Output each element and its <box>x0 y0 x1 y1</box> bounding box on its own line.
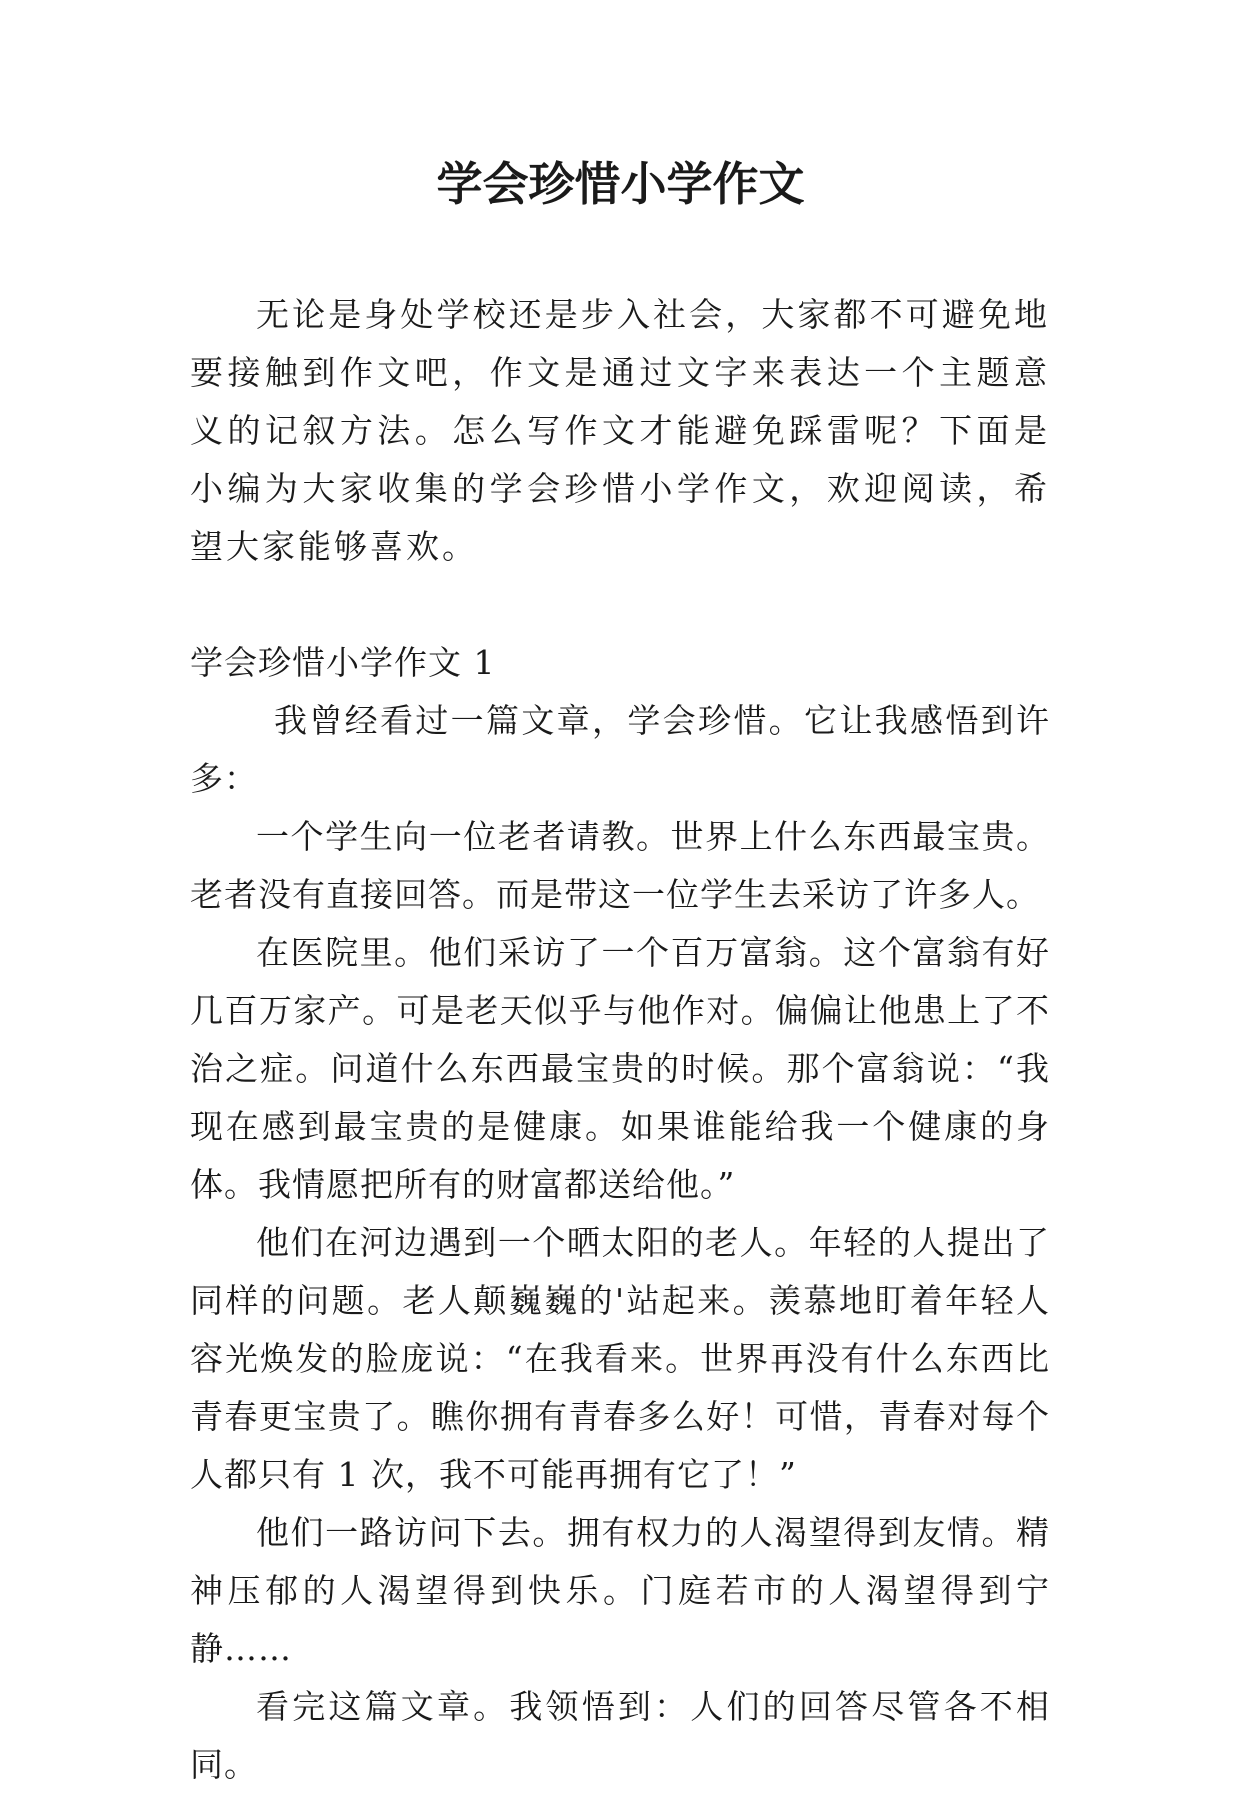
section-heading: 学会珍惜小学作文 1 <box>190 643 496 682</box>
body-paragraph-2: 一个学生向一位老者请教。世界上什么东西最宝贵。老者没有直接回答。而是带这一位学生去采访了许多人。 <box>190 817 1050 914</box>
document-title: 学会珍惜小学作文 <box>436 157 805 211</box>
body-paragraph-6: 看完这篇文章。我领悟到：人们的回答尽管各不相同。 <box>190 1687 1050 1784</box>
document-body <box>190 286 1050 1794</box>
body-paragraph-4: 他们在河边遇到一个晒太阳的老人。年轻的人提出了同样的问题。老人颠巍巍的'站起来。羡慕地盯着年轻人容光焕发的脸庞说：“在我看来。世界再没有什么东西比青春更宝贵了。瞧你拥有青春多么好！可惜，青春对每个人都只有 1 次，我不可能再拥有它了！” <box>190 1223 1050 1494</box>
body-paragraph-3: 在医院里。他们采访了一个百万富翁。这个富翁有好几百万家产。可是老天似乎与他作对。偏偏让他患上了不治之症。问道什么东西最宝贵的时候。那个富翁说：“我现在感到最宝贵的是健康。如果谁能给我一个健康的身体。我情愿把所有的财富都送给他。” <box>190 933 1050 1204</box>
body-paragraph-1: 我曾经看过一篇文章，学会珍惜。它让我感悟到许多： <box>190 701 1050 798</box>
body-paragraph-5: 他们一路访问下去。拥有权力的人渴望得到友情。精神压郁的人渴望得到快乐。门庭若市的人渴望得到宁静…… <box>190 1513 1050 1668</box>
intro-paragraph: 无论是身处学校还是步入社会，大家都不可避免地要接触到作文吧，作文是通过文字来表达一个主题意义的记叙方法。怎么写作文才能避免踩雷呢？下面是小编为大家收集的学会珍惜小学作文，欢迎阅读，希望大家能够喜欢。 <box>190 295 1050 566</box>
